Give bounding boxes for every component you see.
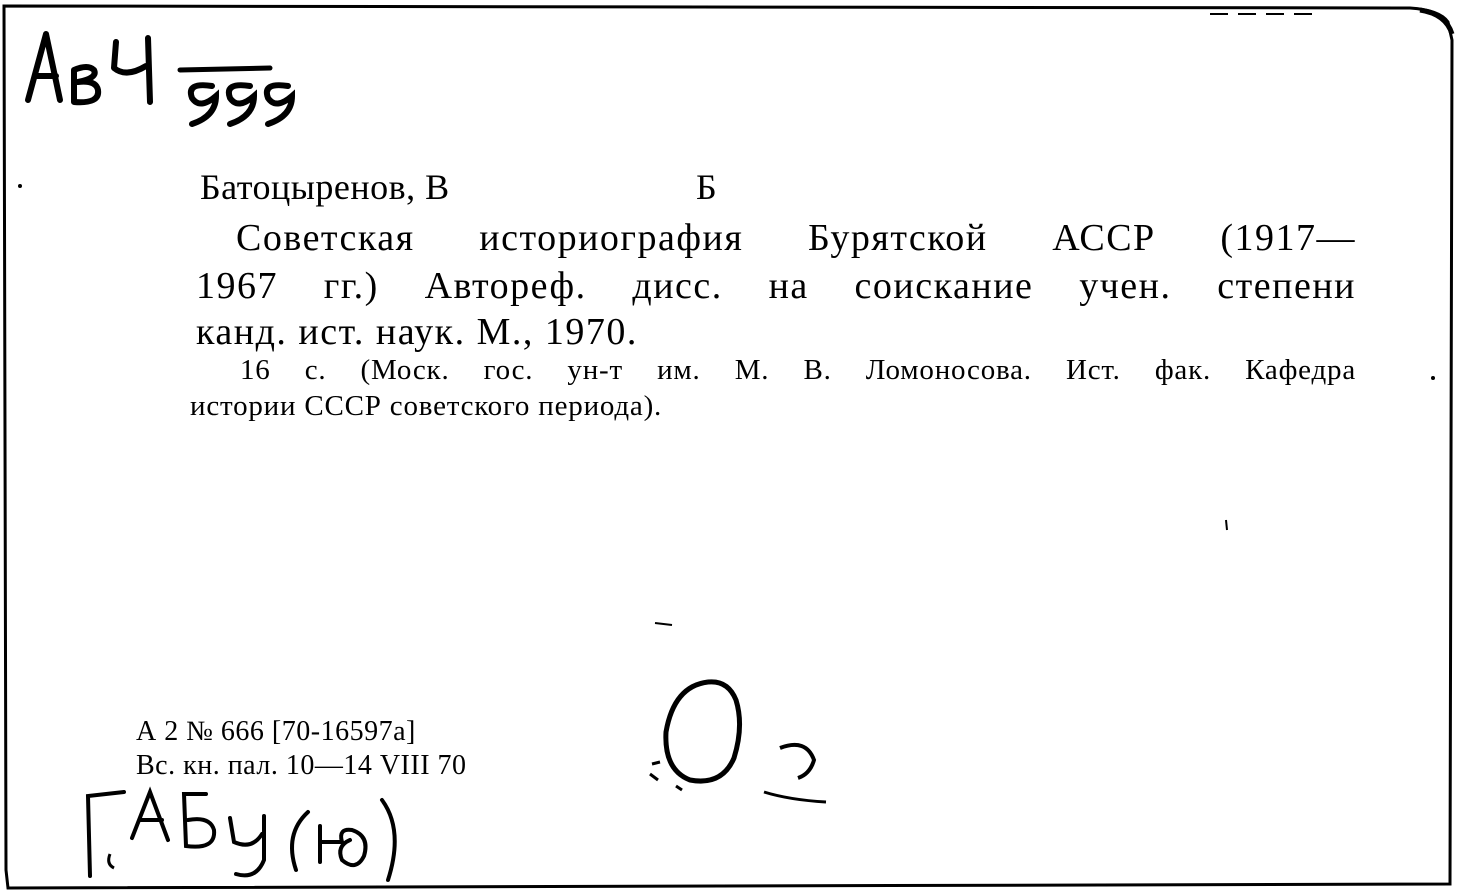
circle-mark	[630, 670, 850, 820]
title-line-1: Советская историография Бурятской АССР (1917—	[236, 217, 1356, 259]
record-number: А 2 № 666 [70-16597а]	[136, 716, 416, 747]
shelfmark-handwritten	[22, 20, 322, 140]
registration-date: Вс. кн. пал. 10—14 VIII 70	[136, 750, 467, 781]
collation-line-1: 16 с. (Моск. гос. ун-т им. М. В. Ломоносова. Ист. фак. Кафедра	[240, 354, 1356, 386]
location-handwritten	[80, 780, 440, 890]
collation-line-2: истории СССР советского периода).	[190, 390, 663, 422]
author-name: Батоцыренов, В	[200, 167, 450, 207]
title-line-2: 1967 гг.) Автореф. дисс. на соискание учен. степени	[196, 265, 1356, 307]
title-line-3: канд. ист. наук. М., 1970.	[196, 311, 638, 353]
author-initial: Б	[696, 167, 717, 207]
